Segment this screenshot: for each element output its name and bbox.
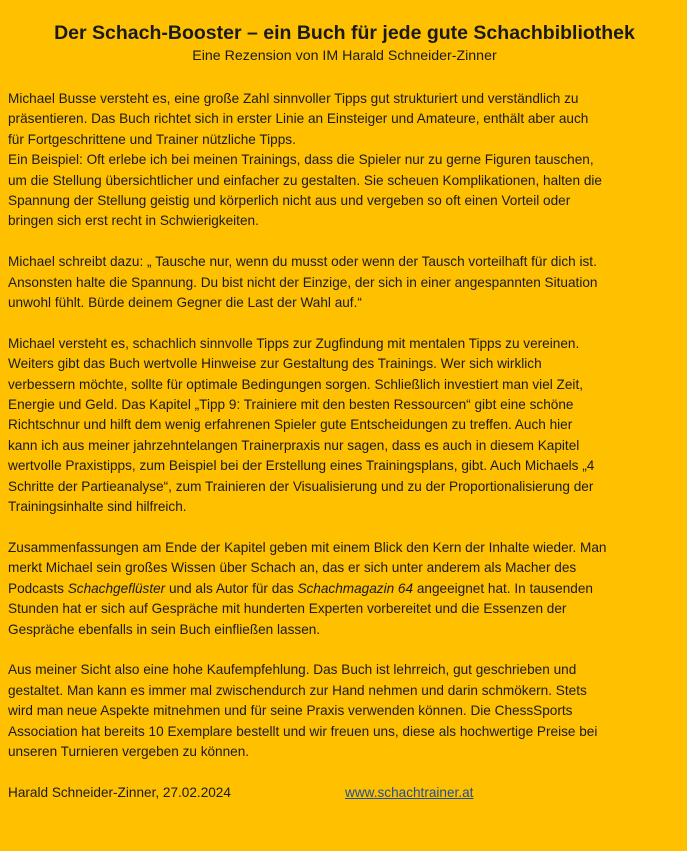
magazine-title: Schachmagazin 64 (297, 580, 414, 596)
text-fragment: angeeignet hat. In tausenden (413, 580, 593, 596)
paragraph-summary (8, 538, 681, 640)
paragraph-intro (8, 89, 681, 232)
page-subtitle: Eine Rezension von IM Harald Schneider-Zinner (192, 48, 497, 64)
text-line: Ein Beispiel: Oft erlebe ich bei meinen Trainings, dass die Spieler nur zu gerne Figuren tauschen, (8, 152, 594, 168)
text-line: Michael Busse versteht es, eine große Zahl sinnvoller Tipps gut strukturiert und verständlich zu (8, 91, 579, 106)
author-date: Harald Schneider-Zinner, 27.02.2024 (8, 784, 231, 800)
text-line: Michael schreibt dazu: „ Tausche nur, wenn du musst oder wenn der Tausch vorteilhaft für dich ist. (8, 254, 597, 270)
text-line-with-titles (8, 579, 681, 599)
text-line: für Fortgeschrittene und Trainer nützliche Tipps. (8, 131, 296, 147)
text-line: Aus meiner Sicht also eine hohe Kaufempfehlung. Das Buch ist lehrreich, gut geschrieben und (8, 662, 577, 678)
text-line: Schritte der Partieanalyse“, zum Trainieren der Visualisierung und zu der Proportionalisierung der (8, 478, 594, 494)
text-line: wertvolle Praxistipps, zum Beispiel bei der Erstellung eines Trainingsplans, gibt. Auch Michaels „4 (8, 458, 595, 474)
text-line: Richtschnur und hilft dem wenig erfahrenen Spieler gute Entscheidungen zu treffen. Auch hier (8, 417, 573, 433)
text-line: Association hat bereits 10 Exemplare bestellt und wir freuen uns, diese als hochwertige Preise bei (8, 723, 598, 739)
text-line: kann ich aus meiner jahrzehntelangen Trainerpraxis nur sagen, dass es auch in diesem Kapitel (8, 437, 580, 453)
text-line: Weiters gibt das Buch wertvolle Hinweise zur Gestaltung des Trainings. Wer sich wirklich (8, 356, 542, 372)
text-line: um die Stellung übersichtlicher und einfacher zu gestalten. Sie scheuen Komplikationen, halten die (8, 172, 602, 188)
text-line: bringen sich erst recht in Schwierigkeiten. (8, 213, 259, 229)
text-fragment: Podcasts (8, 580, 68, 596)
text-line: unseren Turnieren vergeben zu können. (8, 743, 250, 759)
text-line: Spannung der Stellung geistig und körperlich nicht aus und vergeben so oft einen Vorteil oder (8, 193, 571, 209)
signature-footer (8, 783, 681, 803)
text-line: Gespräche ebenfalls in sein Buch einfließen lassen. (8, 621, 321, 637)
text-line: Ansonsten halte die Spannung. Du bist nicht der Einzige, der sich in einer angespannten Situation (8, 274, 598, 290)
text-line: wird man neue Aspekte mitnehmen und für seine Praxis verwenden können. Die ChessSports (8, 703, 573, 719)
text-line: merkt Michael sein großes Wissen über Schach an, das er sich unter anderem als Macher des (8, 560, 577, 576)
text-fragment: und als Autor für das (165, 580, 298, 596)
paragraph-conclusion (8, 660, 681, 762)
text-line: Stunden hat er sich auf Gespräche mit hunderten Experten vorbereitet und die Essenzen der (8, 601, 567, 617)
text-line: gestaltet. Man kann es immer mal zwischendurch zur Hand nehmen und darin schmökern. Stets (8, 682, 587, 698)
text-line: unwohl fühlt. Bürde deinem Gegner die Last der Wahl auf.“ (8, 295, 362, 311)
text-line: verbessern möchte, sollte für optimale Bedingungen sorgen. Schließlich investiert man viel Zeit, (8, 376, 583, 392)
podcast-title: Schachgeflüster (67, 580, 166, 596)
text-line: präsentieren. Das Buch richtet sich in erster Linie an Einsteiger und Amateure, enthält aber auch (8, 111, 589, 127)
text-line: Trainingsinhalte sind hilfreich. (8, 499, 187, 515)
text-line: Michael versteht es, schachlich sinnvolle Tipps zur Zugfindung mit mentalen Tipps zu vereinen. (8, 335, 580, 351)
text-line: Zusammenfassungen am Ende der Kapitel geben mit einem Blick den Kern der Inhalte wieder. Man (8, 539, 607, 555)
paragraph-quote (8, 252, 681, 313)
paragraph-training (8, 334, 681, 518)
website-link[interactable]: www.schachtrainer.at (345, 784, 474, 800)
page-title: Der Schach-Booster – ein Buch für jede gute Schachbibliothek (54, 22, 635, 44)
text-line: Energie und Geld. Das Kapitel „Tipp 9: Trainiere mit den besten Ressourcen“ gibt eine schöne (8, 397, 574, 413)
